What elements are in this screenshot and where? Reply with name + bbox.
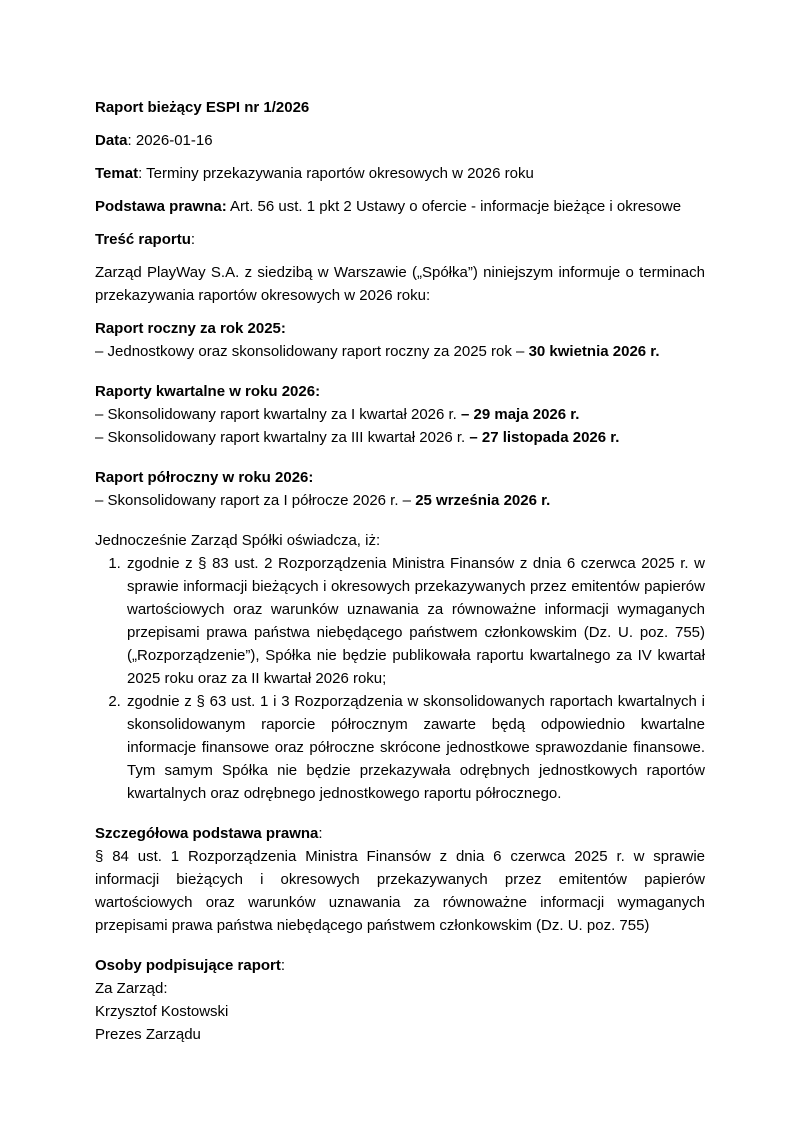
report-date-line xyxy=(95,129,705,152)
semiannual-deadline xyxy=(95,489,705,512)
report-title: Raport bieżący ESPI nr 1/2026 xyxy=(95,99,310,116)
detailed-legal-text: § 84 ust. 1 Rozporządzenia Ministra Finansów z dnia 6 czerwca 2025 r. w sprawie informacji bieżących i okresowych przekazywanych przez emitentów papierów wartościowych oraz warunków uznawania za równoważne informacji wymaganych przepisami prawa państwa niebędącego państwem członkowskim (Dz. U. poz. 755) xyxy=(95,848,705,934)
semiannual-deadline-date: 25 września 2026 r. xyxy=(415,492,551,509)
signatures-heading xyxy=(95,954,705,977)
report-content-label: Treść raportu xyxy=(95,231,191,248)
statement-item-1: 1. zgodnie z § 83 ust. 2 Rozporządzenia Ministra Finansów z dnia 6 czerwca 2025 r. w sprawie informacji bieżących i okresowych przekazywanych przez emitentów papierów wartościowych oraz warunków uznawania za równoważne informacji wymaganych przepisami prawa państwa niebędącego państwem członkowskim (Dz. U. poz. 755) („Rozporządzenie”), Spółka nie będzie publikowała raportu kwartalnego za IV kwartał 2025 roku oraz za II kwartał 2026 roku; xyxy=(125,552,705,690)
report-subject-line xyxy=(95,162,705,185)
signature-line-role-intro: Za Zarząd: xyxy=(95,980,168,997)
report-subject-value: : Terminy przekazywania raportów okresowych w 2026 roku xyxy=(138,165,534,182)
report-content-colon: : xyxy=(190,231,196,248)
legal-basis-value: Art. 56 ust. 1 pkt 2 Ustawy o ofercie - informacje bieżące i okresowe xyxy=(226,198,682,215)
quarterly-q1-date: – 29 maja 2026 r. xyxy=(461,406,580,423)
report-date-label: Data xyxy=(95,132,128,149)
legal-basis-label: Podstawa prawna: xyxy=(95,198,227,215)
signature-line-title: Prezes Zarządu xyxy=(95,1026,201,1043)
statement-intro: Jednocześnie Zarząd Spółki oświadcza, iż: xyxy=(95,532,381,549)
report-subject-label: Temat xyxy=(95,165,139,182)
annual-report-deadline xyxy=(95,340,705,363)
signatures-colon: : xyxy=(280,957,286,974)
detailed-legal-heading xyxy=(95,822,705,845)
quarterly-q3-text: – Skonsolidowany raport kwartalny za III kwartał 2026 r. xyxy=(95,429,470,446)
detailed-legal-colon: : xyxy=(318,825,323,842)
semiannual-report-heading: Raport półroczny w roku 2026: xyxy=(95,469,314,486)
annual-deadline-text: – Jednostkowy oraz skonsolidowany raport roczny za 2025 rok – xyxy=(95,343,529,360)
report-content-heading xyxy=(95,228,705,251)
quarterly-deadline-q3 xyxy=(95,426,705,449)
semiannual-deadline-text: – Skonsolidowany raport za I półrocze 2026 r. – xyxy=(95,492,416,509)
quarterly-deadline-q1 xyxy=(95,403,705,426)
quarterly-q3-date: – 27 listopada 2026 r. xyxy=(469,429,620,446)
signature-line-name: Krzysztof Kostowski xyxy=(95,1003,229,1020)
intro-paragraph: Zarząd PlayWay S.A. z siedzibą w Warszawie („Spółka”) niniejszym informuje o terminach przekazywania raportów okresowych w 2026 roku: xyxy=(95,264,705,304)
report-date-value: : 2026-01-16 xyxy=(127,132,213,149)
statements-list xyxy=(95,552,705,805)
annual-deadline-date: 30 kwietnia 2026 r. xyxy=(528,343,660,360)
quarterly-reports-heading: Raporty kwartalne w roku 2026: xyxy=(95,383,321,400)
annual-report-heading: Raport roczny za rok 2025: xyxy=(95,320,286,337)
statement-item-2: 2. zgodnie z § 63 ust. 1 i 3 Rozporządzenia w skonsolidowanych raportach kwartalnych i skonsolidowanym raporcie półrocznym zawarte będą odpowiednio kwartalne informacje finansowe oraz półroczne skrócone jednostkowe sprawozdanie finansowe. Tym samym Spółka nie będzie przekazywała odrębnych jednostkowych raportów kwartalnych oraz odrębnego jednostkowego raportu półrocznego. xyxy=(125,690,705,805)
signatures-label: Osoby podpisujące raport xyxy=(95,957,281,974)
detailed-legal-label: Szczegółowa podstawa prawna xyxy=(95,825,319,842)
quarterly-q1-text: – Skonsolidowany raport kwartalny za I kwartał 2026 r. xyxy=(95,406,462,423)
legal-basis-line xyxy=(95,195,705,218)
